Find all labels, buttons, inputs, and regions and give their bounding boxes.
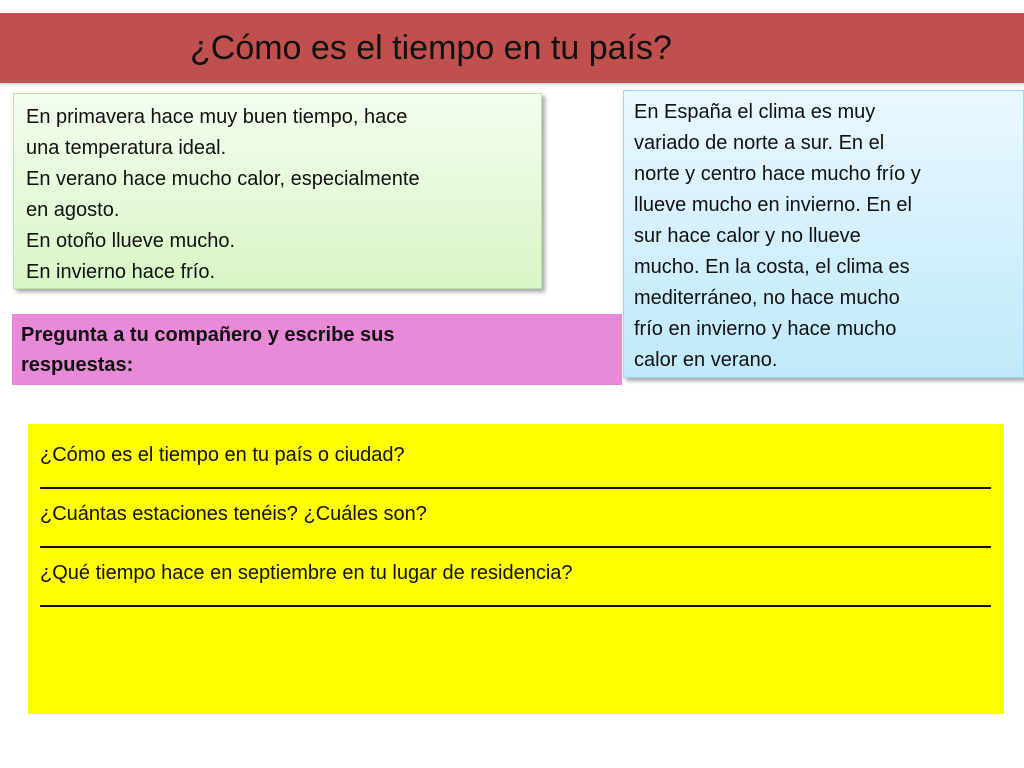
spain-line: sur hace calor y no llueve — [634, 225, 861, 247]
seasons-line: En invierno hace frío. — [26, 261, 215, 283]
seasons-line: En otoño llueve mucho. — [26, 230, 236, 252]
answer-line-1[interactable] — [40, 487, 991, 489]
spain-line: frío en invierno y hace mucho — [634, 318, 897, 340]
question-3: ¿Qué tiempo hace en septiembre en tu lugar de residencia? — [40, 562, 573, 584]
questions-box — [28, 424, 1004, 714]
instruction-line: respuestas: — [21, 354, 134, 376]
spain-line: calor en verano. — [634, 349, 778, 371]
spain-line: llueve mucho en invierno. En el — [634, 194, 912, 216]
seasons-line: En verano hace mucho calor, especialmente — [26, 168, 420, 190]
title-bar — [0, 13, 1024, 83]
spain-line: variado de norte a sur. En el — [634, 132, 885, 154]
instruction-box — [12, 314, 622, 385]
seasons-line: una temperatura ideal. — [26, 137, 227, 159]
seasons-text-box — [13, 93, 542, 289]
seasons-line: en agosto. — [26, 199, 120, 221]
question-2: ¿Cuántas estaciones tenéis? ¿Cuáles son? — [40, 503, 427, 525]
seasons-line: En primavera hace muy buen tiempo, hace — [26, 106, 408, 128]
page-title: ¿Cómo es el tiempo en tu país? — [190, 29, 672, 67]
answer-line-2[interactable] — [40, 546, 991, 548]
spain-climate-box — [623, 90, 1024, 378]
spain-line: mediterráneo, no hace mucho — [634, 287, 900, 309]
spain-line: norte y centro hace mucho frío y — [634, 163, 921, 185]
instruction-line: Pregunta a tu compañero y escribe sus — [21, 324, 395, 346]
spain-line: mucho. En la costa, el clima es — [634, 256, 910, 278]
answer-line-3[interactable] — [40, 605, 991, 607]
question-1: ¿Cómo es el tiempo en tu país o ciudad? — [40, 444, 405, 466]
spain-line: En España el clima es muy — [634, 101, 876, 123]
